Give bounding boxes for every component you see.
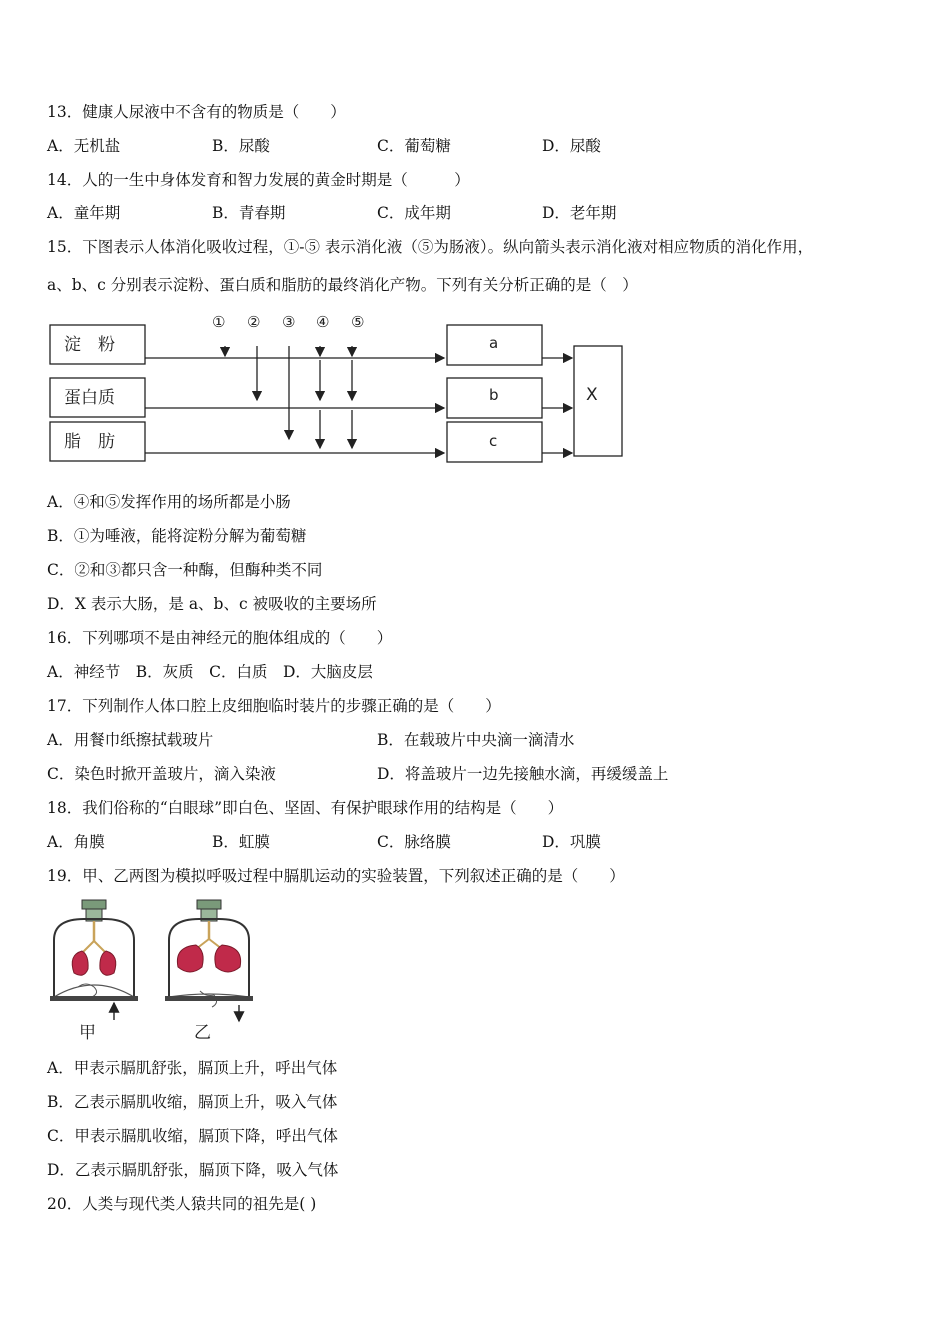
q13-option-a: A．无机盐 [47, 137, 121, 155]
bell-jar-jia [50, 900, 138, 1020]
q17-option-c: C．染色时掀开盖玻片，滴入染液 [47, 765, 276, 783]
bell-jar-yi [165, 900, 253, 1021]
q19-stem: 19．甲、乙两图为模拟呼吸过程中膈肌运动的实验装置，下列叙述正确的是（ ） [47, 867, 625, 885]
product-box-a [447, 325, 542, 365]
product-box-c [447, 422, 542, 462]
q17-option-b: B．在载玻片中央滴一滴清水 [377, 731, 575, 749]
q14-stem: 14．人的一生中身体发育和智力发展的黄金时期是（ ） [47, 171, 470, 189]
nutrient-label-starch: 淀 粉 [64, 335, 115, 355]
q18-option-a: A．角膜 [47, 833, 105, 851]
q19-option-b: B．乙表示膈肌收缩，膈顶上升，吸入气体 [47, 1093, 338, 1111]
q14-option-b: B．青春期 [212, 204, 286, 222]
q13-option-c: C．葡萄糖 [377, 137, 451, 155]
q18-stem: 18．我们俗称的“白眼球”即白色、坚固、有保护眼球作用的结构是（ ） [47, 799, 564, 817]
q15-option-a: A．④和⑤发挥作用的场所都是小肠 [47, 493, 291, 511]
juice-label-4: ④ [316, 313, 330, 331]
q13-stem: 13．健康人尿液中不含有的物质是（ ） [47, 103, 346, 121]
figure-label-jia: 甲 [79, 1023, 96, 1043]
nutrient-box-fat [50, 422, 145, 461]
q19-option-c: C．甲表示膈肌收缩，膈顶下降，呼出气体 [47, 1127, 338, 1145]
q14-option-a: A．童年期 [47, 204, 121, 222]
product-label-a: a [489, 334, 499, 352]
q16-stem: 16．下列哪项不是由神经元的胞体组成的（ ） [47, 629, 393, 647]
q18-option-c: C．脉络膜 [377, 833, 451, 851]
q13-option-b: B．尿酸 [212, 137, 270, 155]
organ-box-x [574, 346, 622, 456]
juice-label-5: ⑤ [351, 313, 365, 331]
q14-option-c: C．成年期 [377, 204, 451, 222]
diaphragm-model-figure [44, 895, 264, 1050]
nutrient-label-protein: 蛋白质 [64, 388, 115, 408]
q20-stem: 20．人类与现代类人猿共同的祖先是( ) [47, 1195, 317, 1213]
q15-stem-line2: a、b、c 分别表示淀粉、蛋白质和脂肪的最终消化产物。下列有关分析正确的是（ ） [47, 276, 638, 294]
product-box-b [447, 378, 542, 418]
organ-label-x: X [586, 385, 598, 405]
nutrient-box-protein [50, 378, 145, 417]
q19-option-a: A．甲表示膈肌舒张，膈顶上升，呼出气体 [47, 1059, 338, 1077]
q18-option-b: B．虹膜 [212, 833, 270, 851]
q14-option-d: D．老年期 [542, 204, 617, 222]
product-label-c: c [489, 432, 498, 450]
q18-option-d: D．巩膜 [542, 833, 601, 851]
q15-option-d: D．X 表示大肠，是 a、b、c 被吸收的主要场所 [47, 595, 377, 613]
q13-option-d: D．尿酸 [542, 137, 601, 155]
q16-options: A．神经节 B．灰质 C．白质 D．大脑皮层 [47, 663, 373, 681]
q17-option-a: A．用餐巾纸擦拭载玻片 [47, 731, 214, 749]
figure-label-yi: 乙 [194, 1023, 211, 1043]
digestion-diagram [44, 308, 634, 468]
product-label-b: b [489, 386, 499, 404]
q15-option-c: C．②和③都只含一种酶，但酶种类不同 [47, 561, 323, 579]
q19-option-d: D．乙表示膈肌舒张，膈顶下降，吸入气体 [47, 1161, 339, 1179]
juice-label-3: ③ [282, 313, 296, 331]
juice-label-2: ② [247, 313, 261, 331]
q17-stem: 17．下列制作人体口腔上皮细胞临时装片的步骤正确的是（ ） [47, 697, 501, 715]
q17-option-d: D．将盖玻片一边先接触水滴，再缓缓盖上 [377, 765, 669, 783]
nutrient-label-fat: 脂 肪 [64, 432, 115, 452]
q15-stem-line1: 15．下图表示人体消化吸收过程，①-⑤ 表示消化液（⑤为肠液）。纵向箭头表示消化液对相应物质的消化作用， [47, 238, 814, 256]
juice-label-1: ① [212, 313, 226, 331]
nutrient-box-starch [50, 325, 145, 364]
q15-option-b: B．①为唾液，能将淀粉分解为葡萄糖 [47, 527, 307, 545]
